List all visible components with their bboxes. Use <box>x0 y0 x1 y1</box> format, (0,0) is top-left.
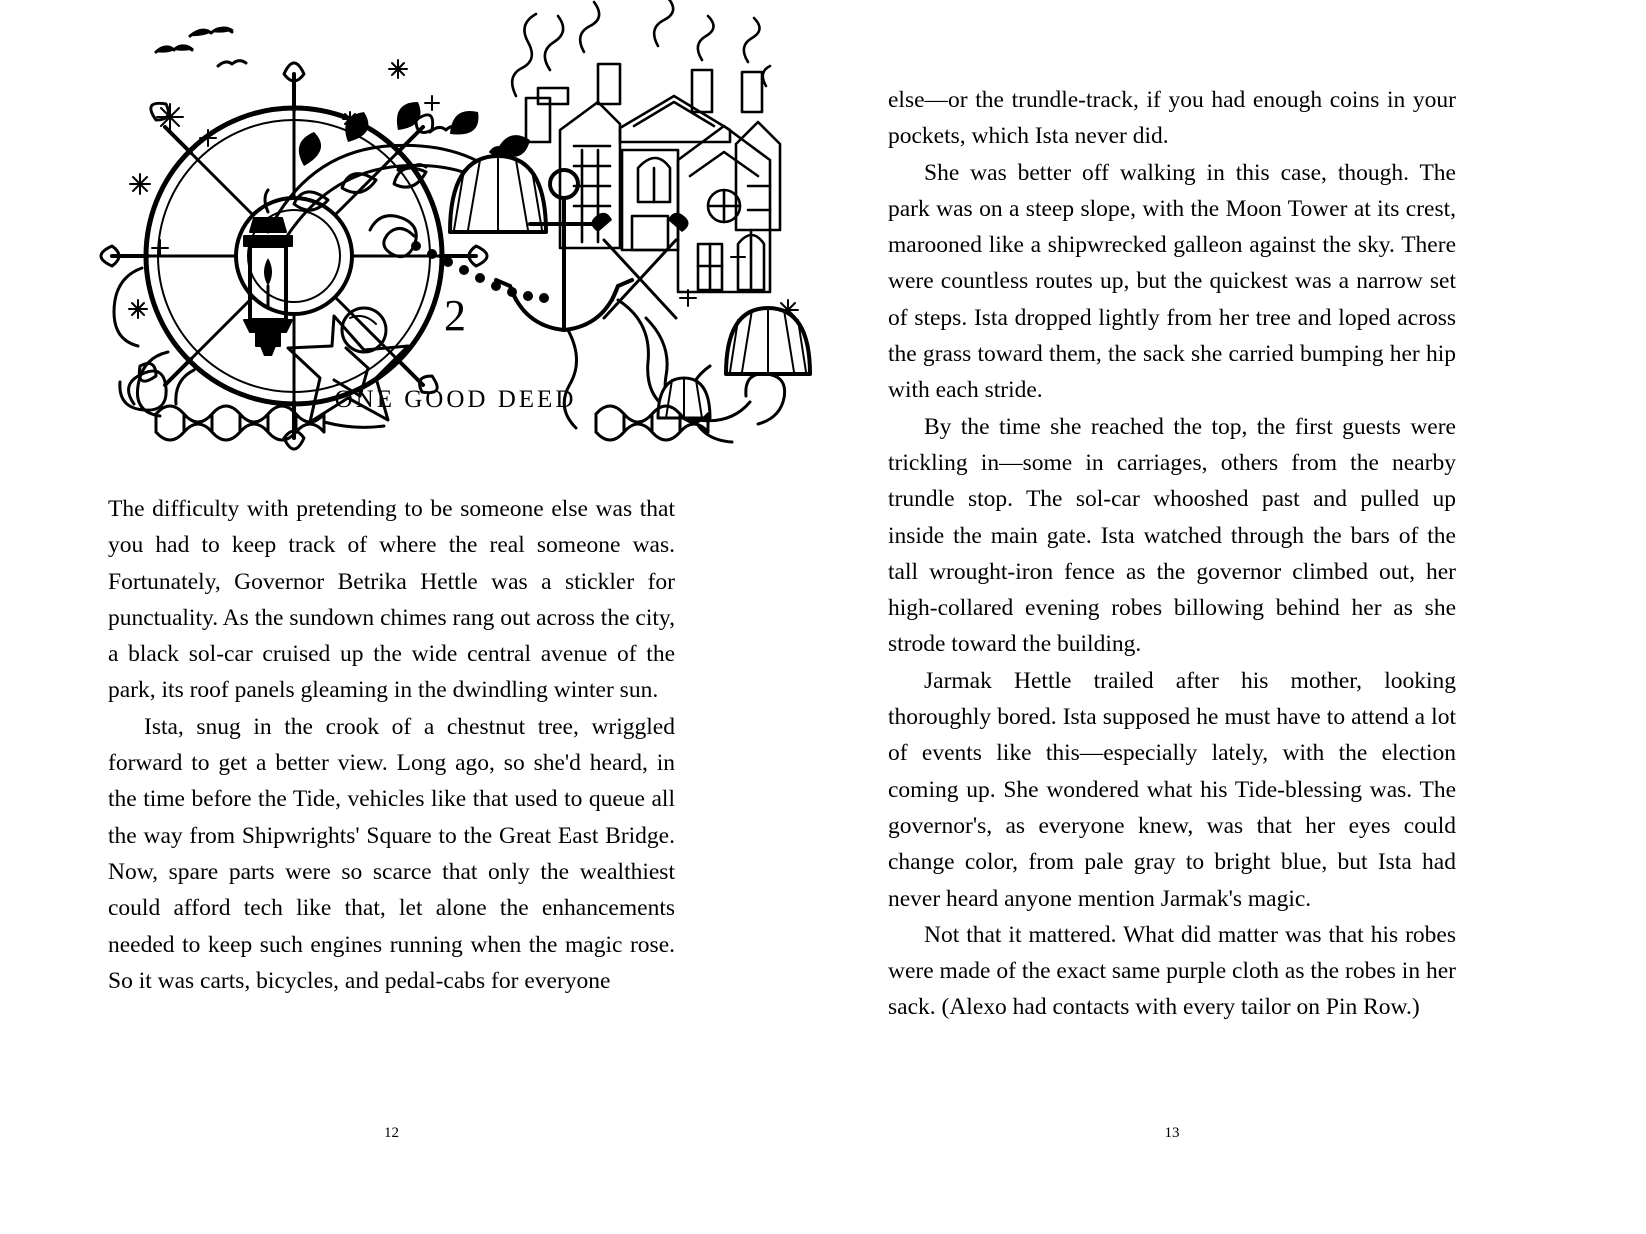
right-page <box>823 0 1646 1234</box>
paragraph: else—or the trundle-track, if you had enough coins in your pockets, which Ista never did. <box>888 87 1456 150</box>
chapter-number: 2 <box>444 291 467 340</box>
paragraph: Not that it mattered. What did matter was that his robes were made of the exact same purple cloth as the robes in her sack. (Alexo had contacts with every tailor on Pin Row.) <box>888 921 1456 1021</box>
paragraph: The difficulty with pretending to be someone else was that you had to keep track of where the real someone was. Fortunately, Governor Betrika Hettle was a stickler for punctuality. As the sundown chimes rang out across the city, a black sol-car cruised up the wide central avenue of the park, its roof panels gleaming in the dwindling winter sun. <box>108 496 675 704</box>
chapter-title-text: ONE GOOD DEED <box>334 386 577 413</box>
chapter-title <box>98 386 813 414</box>
page-number-right: 13 <box>1164 1125 1180 1141</box>
paragraph: By the time she reached the top, the first guests were trickling in—some in carriages, others from the nearby trundle stop. The sol-car whooshed past and pulled up inside the main gate. Ista watched through the bars of the tall wrought-iron fence as the governor climbed out, her high-collared evening robes billowing behind her as she strode toward the building. <box>888 413 1456 658</box>
paragraph: Ista, snug in the crook of a chestnut tree, wriggled forward to get a better view. Long ago, so she'd heard, in the time before the Tide, vehicles like that used to queue all the way from Shipwrights' Square to the Great East Bridge. Now, spare parts were so scarce that only the wealthiest could afford tech like that, let alone the enhancements needed to keep such engines running when the magic rose. So it was carts, bicycles, and pedal-cabs for everyone <box>108 713 675 994</box>
paragraph: Jarmak Hettle trailed after his mother, looking thoroughly bored. Ista supposed he must have to attend a lot of events like this—especially lately, with the election coming up. She wondered what his Tide-blessing was. The governor's, as everyone knew, was that her eyes could change color, from pale gray to bright blue, but Ista had never heard anyone mention Jarmak's magic. <box>888 667 1456 912</box>
paragraph: She was better off walking in this case, though. The park was on a steep slope, with the Moon Tower at its crest, marooned like a shipwrecked galleon against the sky. There were countless routes up, but the quickest was a narrow set of steps. Ista dropped lightly from her tree and loped across the grass toward them, the sack she carried bumping her hip with each stride. <box>888 159 1456 404</box>
page-number-left: 12 <box>384 1125 399 1141</box>
chapter-header <box>98 0 813 455</box>
left-page-body <box>108 491 675 999</box>
right-page-body <box>888 82 1456 1026</box>
